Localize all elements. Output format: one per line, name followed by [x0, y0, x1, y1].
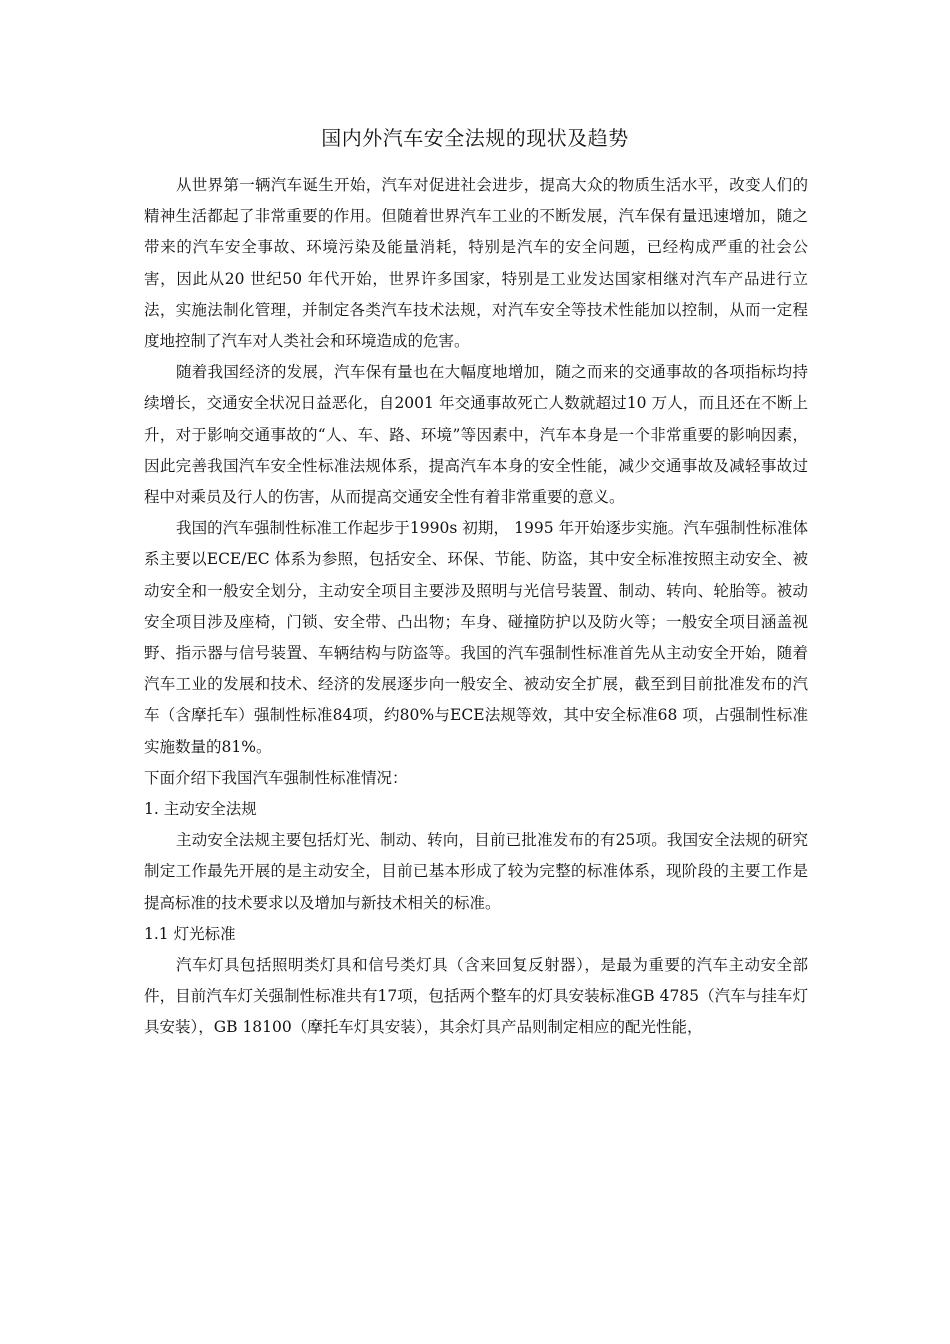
- paragraph-lighting: 汽车灯具包括照明类灯具和信号类灯具（含来回复反射器），是最为重要的汽车主动安全部件，目前汽车灯关强制性标准共有17项，包括两个整车的灯具安装标准GB 4785（汽车与挂车灯具安装），GB 18100（摩托车灯具安装），其余灯具产品则制定相应的配光性能，: [144, 956, 808, 1037]
- section-heading-active-safety: 1. 主动安全法规: [144, 800, 257, 819]
- paragraph-mandatory-standards: 我国的汽车强制性标准工作起步于1990s 初期， 1995 年开始逐步实施。汽车强制性标准体系主要以ECE/EC 体系为参照，包括安全、环保、节能、防盗，其中安全标准按照主动安全、被动安全和一般安全划分，主动安全项目主要涉及照明与光信号装置、制动、转向、轮胎等。被动安全项目涉及座椅，门锁、安全带、凸出物；车身、碰撞防护以及防火等；一般安全项目涵盖视野、指示器与信号装置、车辆结构与防盗等。我国的汽车强制性标准首先从主动安全开始，随着汽车工业的发展和技术、经济的发展逐步向一般安全、被动安全扩展，截至到目前批准发布的汽车（含摩托车）强制性标准84项，约80%与ECE法规等效，其中安全标准68 项，占强制性标准实施数量的81%。: [144, 519, 808, 756]
- paragraph-transition: 下面介绍下我国汽车强制性标准情况：: [144, 768, 408, 787]
- paragraph-active-safety: 主动安全法规主要包括灯光、制动、转向，目前已批准发布的有25项。我国安全法规的研究制定工作最先开展的是主动安全，目前已基本形成了较为完整的标准体系，现阶段的主要工作是提高标准的技术要求以及增加与新技术相关的标准。: [144, 831, 808, 912]
- paragraph-domestic-situation: 随着我国经济的发展，汽车保有量也在大幅度地增加，随之而来的交通事故的各项指标均持续增长，交通安全状况日益恶化，自2001 年交通事故死亡人数就超过10 万人，而且还在不断上升，对于影响交通事故的“人、车、路、环境”等因素中，汽车本身是一个非常重要的影响因素，因此完善我国汽车安全性标准法规体系，提高汽车本身的安全性能，减少交通事故及减轻事故过程中对乘员及行人的伤害，从而提高交通安全性有着非常重要的意义。: [144, 363, 808, 507]
- subsection-heading-lighting: 1.1 灯光标准: [144, 924, 236, 943]
- document-body: [144, 170, 808, 1044]
- paragraph-intro: 从世界第一辆汽车诞生开始，汽车对促进社会进步，提高大众的物质生活水平，改变人们的精神生活都起了非常重要的作用。但随着世界汽车工业的不断发展，汽车保有量迅速增加，随之带来的汽车安全事故、环境污染及能量消耗，特别是汽车的安全问题，已经构成严重的社会公害，因此从20 世纪50 年代开始，世界许多国家，特别是工业发达国家相继对汽车产品进行立法，实施法制化管理，并制定各类汽车技术法规，对汽车安全等技术性能加以控制，从而一定程度地控制了汽车对人类社会和环境造成的危害。: [144, 176, 808, 351]
- document-title: 国内外汽车安全法规的现状及趋势: [321, 126, 629, 150]
